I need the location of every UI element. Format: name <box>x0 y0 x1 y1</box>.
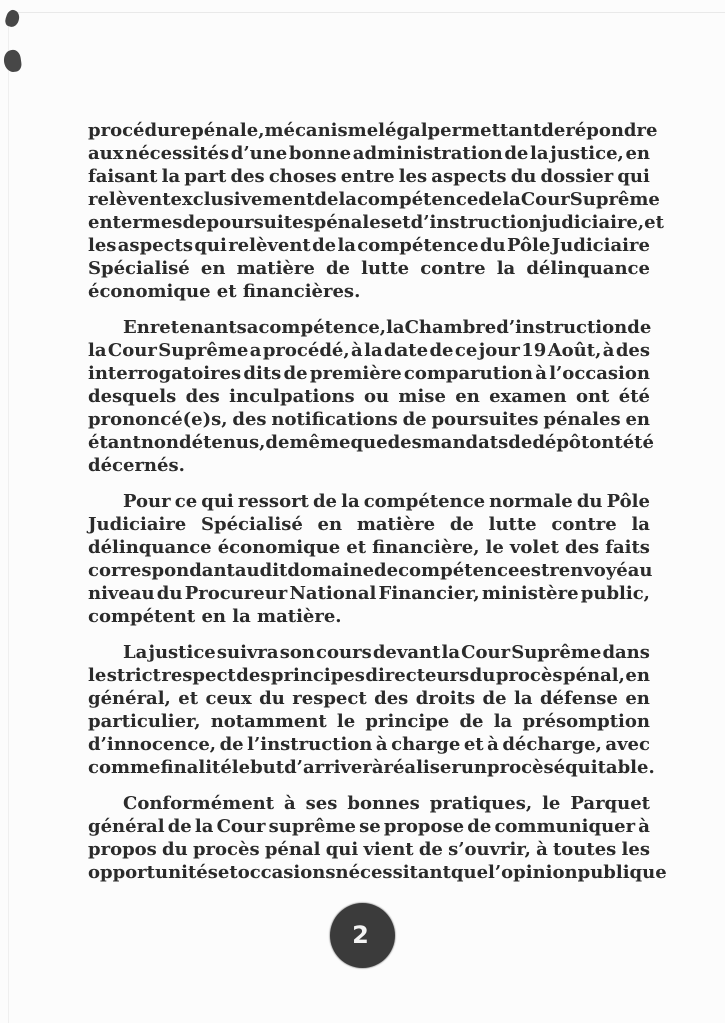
page-number: 2 <box>352 920 369 949</box>
paragraph <box>88 119 664 303</box>
text-line: délinquance économique et financière, le volet des faits <box>88 537 650 558</box>
document-body <box>88 119 667 884</box>
text-line: niveau du Procureur National Financier, ministère public, <box>88 583 650 604</box>
text-line: propos du procès pénal qui vient de s’ouvrir, à toutes les <box>88 839 650 860</box>
text-line: comme finalité le but d’arriver à réaliser un procès équitable. <box>88 757 655 778</box>
text-line: décernés. <box>88 455 185 476</box>
text-line: La justice suivra son cours devant la Cour Suprême dans <box>123 642 650 663</box>
text-line: correspondant audit domaine de compétence est renvoyé au <box>88 560 653 581</box>
text-line: procédure pénale, mécanisme légal permettant de répondre <box>88 120 658 141</box>
text-line: prononcé(e)s, des notifications de poursuites pénales en <box>88 409 650 430</box>
text-line: Spécialisé en matière de lutte contre la délinquance <box>88 258 650 279</box>
text-line: faisant la part des choses entre les aspects du dossier qui <box>88 166 650 187</box>
text-line: relèvent exclusivement de la compétence de la Cour Suprême <box>88 189 660 210</box>
text-line: desquels des inculpations ou mise en examen ont été <box>88 386 650 407</box>
paragraph <box>88 641 655 779</box>
text-line: interrogatoires dits de première comparution à l’occasion <box>88 363 650 384</box>
text-line: le strict respect des principes directeurs du procès pénal, en <box>88 665 650 686</box>
text-line: économique et financières. <box>88 281 361 302</box>
text-line: Conformément à ses bonnes pratiques, le Parquet <box>123 793 650 814</box>
paragraph <box>88 316 654 477</box>
page-edge-line-left <box>8 12 9 1023</box>
text-line: général de la Cour suprême se propose de communiquer à <box>88 816 650 837</box>
scan-speck-bottom <box>3 49 23 73</box>
text-line: En retenant sa compétence, la Chambre d’instruction de <box>123 317 652 338</box>
text-line: Pour ce qui ressort de la compétence normale du Pôle <box>123 491 650 512</box>
page-edge-line-top <box>8 12 725 13</box>
page-number-badge <box>330 903 395 968</box>
text-line: d’innocence, de l’instruction à charge et à décharge, avec <box>88 734 650 755</box>
text-line: étant non détenus, de même que des mandats de dépôt ont été <box>88 432 654 453</box>
text-line: la Cour Suprême a procédé, à la date de ce jour 19 Août, à des <box>88 340 650 361</box>
paragraph <box>88 490 653 628</box>
text-line: en termes de poursuites pénales et d’instruction judiciaire, et <box>88 212 664 233</box>
text-line: aux nécessités d’une bonne administration de la justice, en <box>88 143 650 164</box>
text-line: opportunités et occasions nécessitant que l’opinion publique <box>88 862 667 883</box>
text-line: général, et ceux du respect des droits de la défense en <box>88 688 650 709</box>
text-line: particulier, notamment le principe de la présomption <box>88 711 650 732</box>
text-line: Judiciaire Spécialisé en matière de lutte contre la <box>88 514 650 535</box>
paragraph <box>88 792 667 884</box>
text-line: compétent en la matière. <box>88 606 342 627</box>
text-line: les aspects qui relèvent de la compétence du Pôle Judiciaire <box>88 235 650 256</box>
